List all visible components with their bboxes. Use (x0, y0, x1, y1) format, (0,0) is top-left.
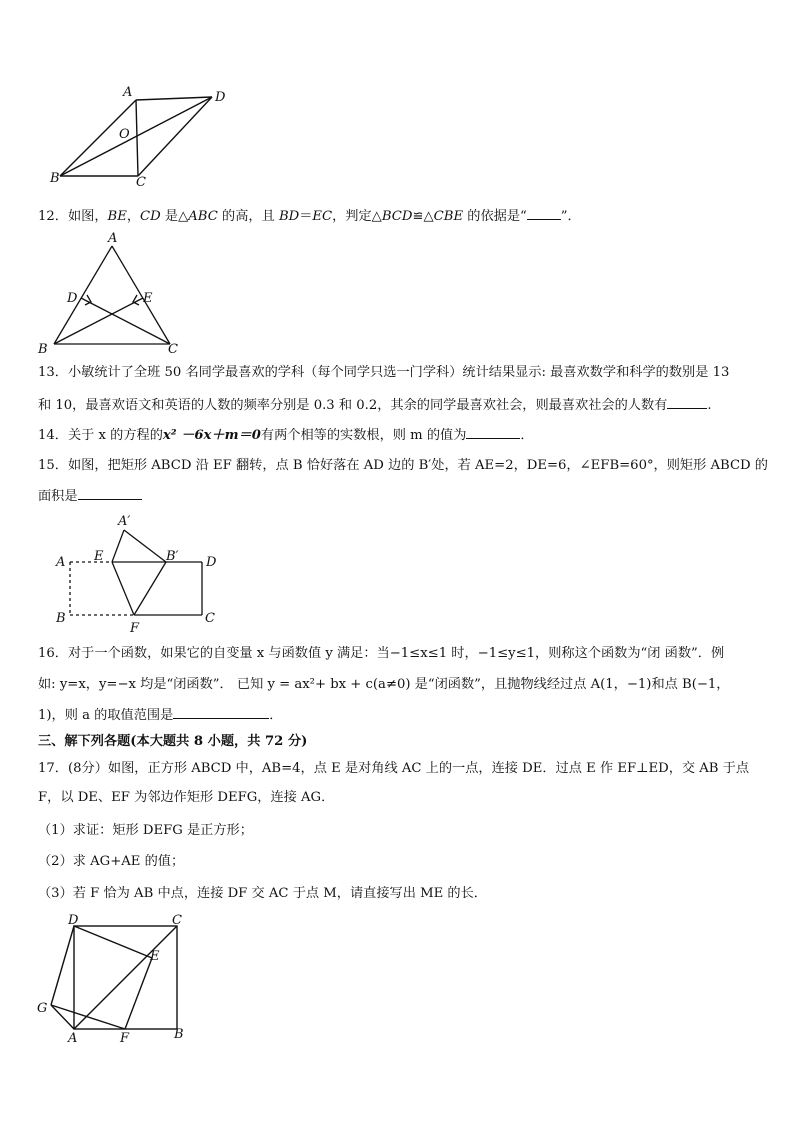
q16-end: ． (269, 708, 283, 723)
question-17-sub3: （3）若 F 恰为 AB 中点，连接 DF 交 AC 于点 M，请直接写出 ME 的长． (38, 886, 487, 901)
label-g: G (37, 1001, 48, 1016)
q12-abc: ABC (188, 209, 218, 224)
q15-answer-blank[interactable] (78, 487, 142, 500)
label-a: A (68, 1031, 78, 1046)
q13-end: . (707, 398, 712, 413)
label-e: E (150, 949, 160, 964)
q12-cbe: CBE (433, 209, 464, 224)
q14-end: ． (520, 428, 534, 443)
q12-eq: ＝ (299, 209, 313, 224)
question-15-line1: 15．如图，把矩形 ABCD 沿 EF 翻转，点 B 恰好落在 AD 边的 B′处，若 AE=2，DE=6，∠EFB=60°，则矩形 ABCD 的 (38, 458, 768, 473)
q12-end: ”． (560, 209, 581, 224)
question-17-line2: F，以 DE、EF 为邻边作矩形 DEFG，连接 AG． (38, 790, 335, 805)
figure-q12-triangle (34, 232, 194, 357)
edge-b1f (134, 562, 166, 615)
edge-ad (136, 97, 212, 100)
q15-text: 面积是 (38, 489, 78, 504)
label-d: D (206, 555, 217, 570)
label-c: C (172, 913, 182, 928)
q13-text: 和 10，最喜欢语文和英语的人数的频率分别是 0.3 和 0.2，其余的同学最喜欢社会，则最喜欢社会的人数有 (38, 398, 668, 413)
question-12 (38, 207, 581, 226)
question-16-line2: 如: y=x，y=−x 均是“闭函数”． 已知 y = ax²+ bx + c(a≠0) 是“闭函数”，且抛物线经过点 A(1，−1)和点 B(−1， (38, 677, 730, 692)
segment-gd (51, 926, 74, 1005)
fold-ef (112, 562, 134, 615)
label-e: E (143, 291, 153, 306)
q12-cd: CD (140, 209, 161, 224)
edge-dc (138, 97, 212, 176)
q14-answer-blank[interactable] (466, 426, 520, 439)
diagonal-ac (74, 926, 177, 1029)
label-d: D (67, 291, 78, 306)
label-c: C (136, 175, 146, 190)
section-3-heading: 三、解下列各题(本大题共 8 小题，共 72 分) (38, 734, 308, 749)
segment-de (74, 926, 152, 958)
q14-text: 14．关于 x 的方程的 (38, 428, 163, 443)
q12-text3: 的高，且 (217, 209, 279, 224)
label-c: C (205, 611, 215, 626)
q12-text5: 的依据是“ (463, 209, 527, 224)
question-17-line1: 17．(8分）如图，正方形 ABCD 中，AB=4，点 E 是对角线 AC 上的一点，连接 DE．过点 E 作 EF⊥ED，交 AB 于点 (38, 761, 750, 776)
question-14 (38, 426, 534, 445)
label-c: C (168, 342, 178, 357)
segment-ef (125, 958, 152, 1029)
diagonal-ac (136, 100, 138, 176)
label-d: D (68, 913, 79, 928)
label-f: F (120, 1031, 130, 1046)
figure-q11-parallelogram (40, 82, 240, 192)
label-o: O (119, 127, 130, 142)
label-e: E (94, 549, 104, 564)
question-15-line2 (38, 487, 142, 506)
question-13-line2 (38, 396, 712, 415)
q12-text2: 是△ (160, 209, 189, 224)
label-b: B (38, 342, 48, 357)
label-d: D (215, 90, 226, 105)
q12-text4: ，判定△ (332, 209, 382, 224)
label-a: A (123, 85, 133, 100)
question-17-sub2: （2）求 AG+AE 的值； (38, 854, 185, 869)
q12-ec: EC (312, 209, 333, 224)
q13-answer-blank[interactable] (667, 396, 707, 409)
label-b: B (50, 171, 60, 186)
edge-a1b1 (124, 530, 166, 562)
label-f: F (130, 621, 140, 636)
question-16-line1: 16．对于一个函数，如果它的自变量 x 与函数值 y 满足：当−1≤x≤1 时，−1≤y≤1，则称这个函数为“闭 函数”．例 (38, 646, 725, 661)
question-16-line3 (38, 706, 282, 725)
label-b: B (56, 611, 66, 626)
question-13-line1: 13．小敏统计了全班 50 名同学最喜欢的学科（每个同学只选一门学科）统计结果显示: 最喜欢数学和科学的数别是 13 (38, 365, 730, 380)
q12-text: 12．如图， (38, 209, 108, 224)
label-b: B (174, 1027, 184, 1042)
q12-comma: ， (126, 209, 141, 224)
q16-answer-blank[interactable] (173, 706, 269, 719)
q14-equation: x² －6x＋m＝0 (162, 428, 261, 443)
label-a-prime: A′ (118, 514, 131, 529)
label-b-prime: B′ (166, 549, 179, 564)
label-a: A (108, 231, 118, 246)
q12-congruent: ≌△ (412, 209, 434, 224)
question-17-sub1: （1）求证：矩形 DEFG 是正方形； (38, 823, 253, 838)
edge-ea1 (112, 530, 124, 562)
figure-q17-square (36, 912, 206, 1052)
q12-bd: BD (278, 209, 300, 224)
q12-be: BE (107, 209, 127, 224)
label-a: A (56, 555, 66, 570)
q14-text2: 有两个相等的实数根，则 m 的值为 (260, 428, 467, 443)
q12-answer-blank[interactable] (527, 207, 561, 220)
q16-text: 1)，则 a 的取值范围是 (38, 708, 174, 723)
q12-bcd: BCD (381, 209, 413, 224)
figure-q15-folded-rectangle (50, 510, 240, 640)
